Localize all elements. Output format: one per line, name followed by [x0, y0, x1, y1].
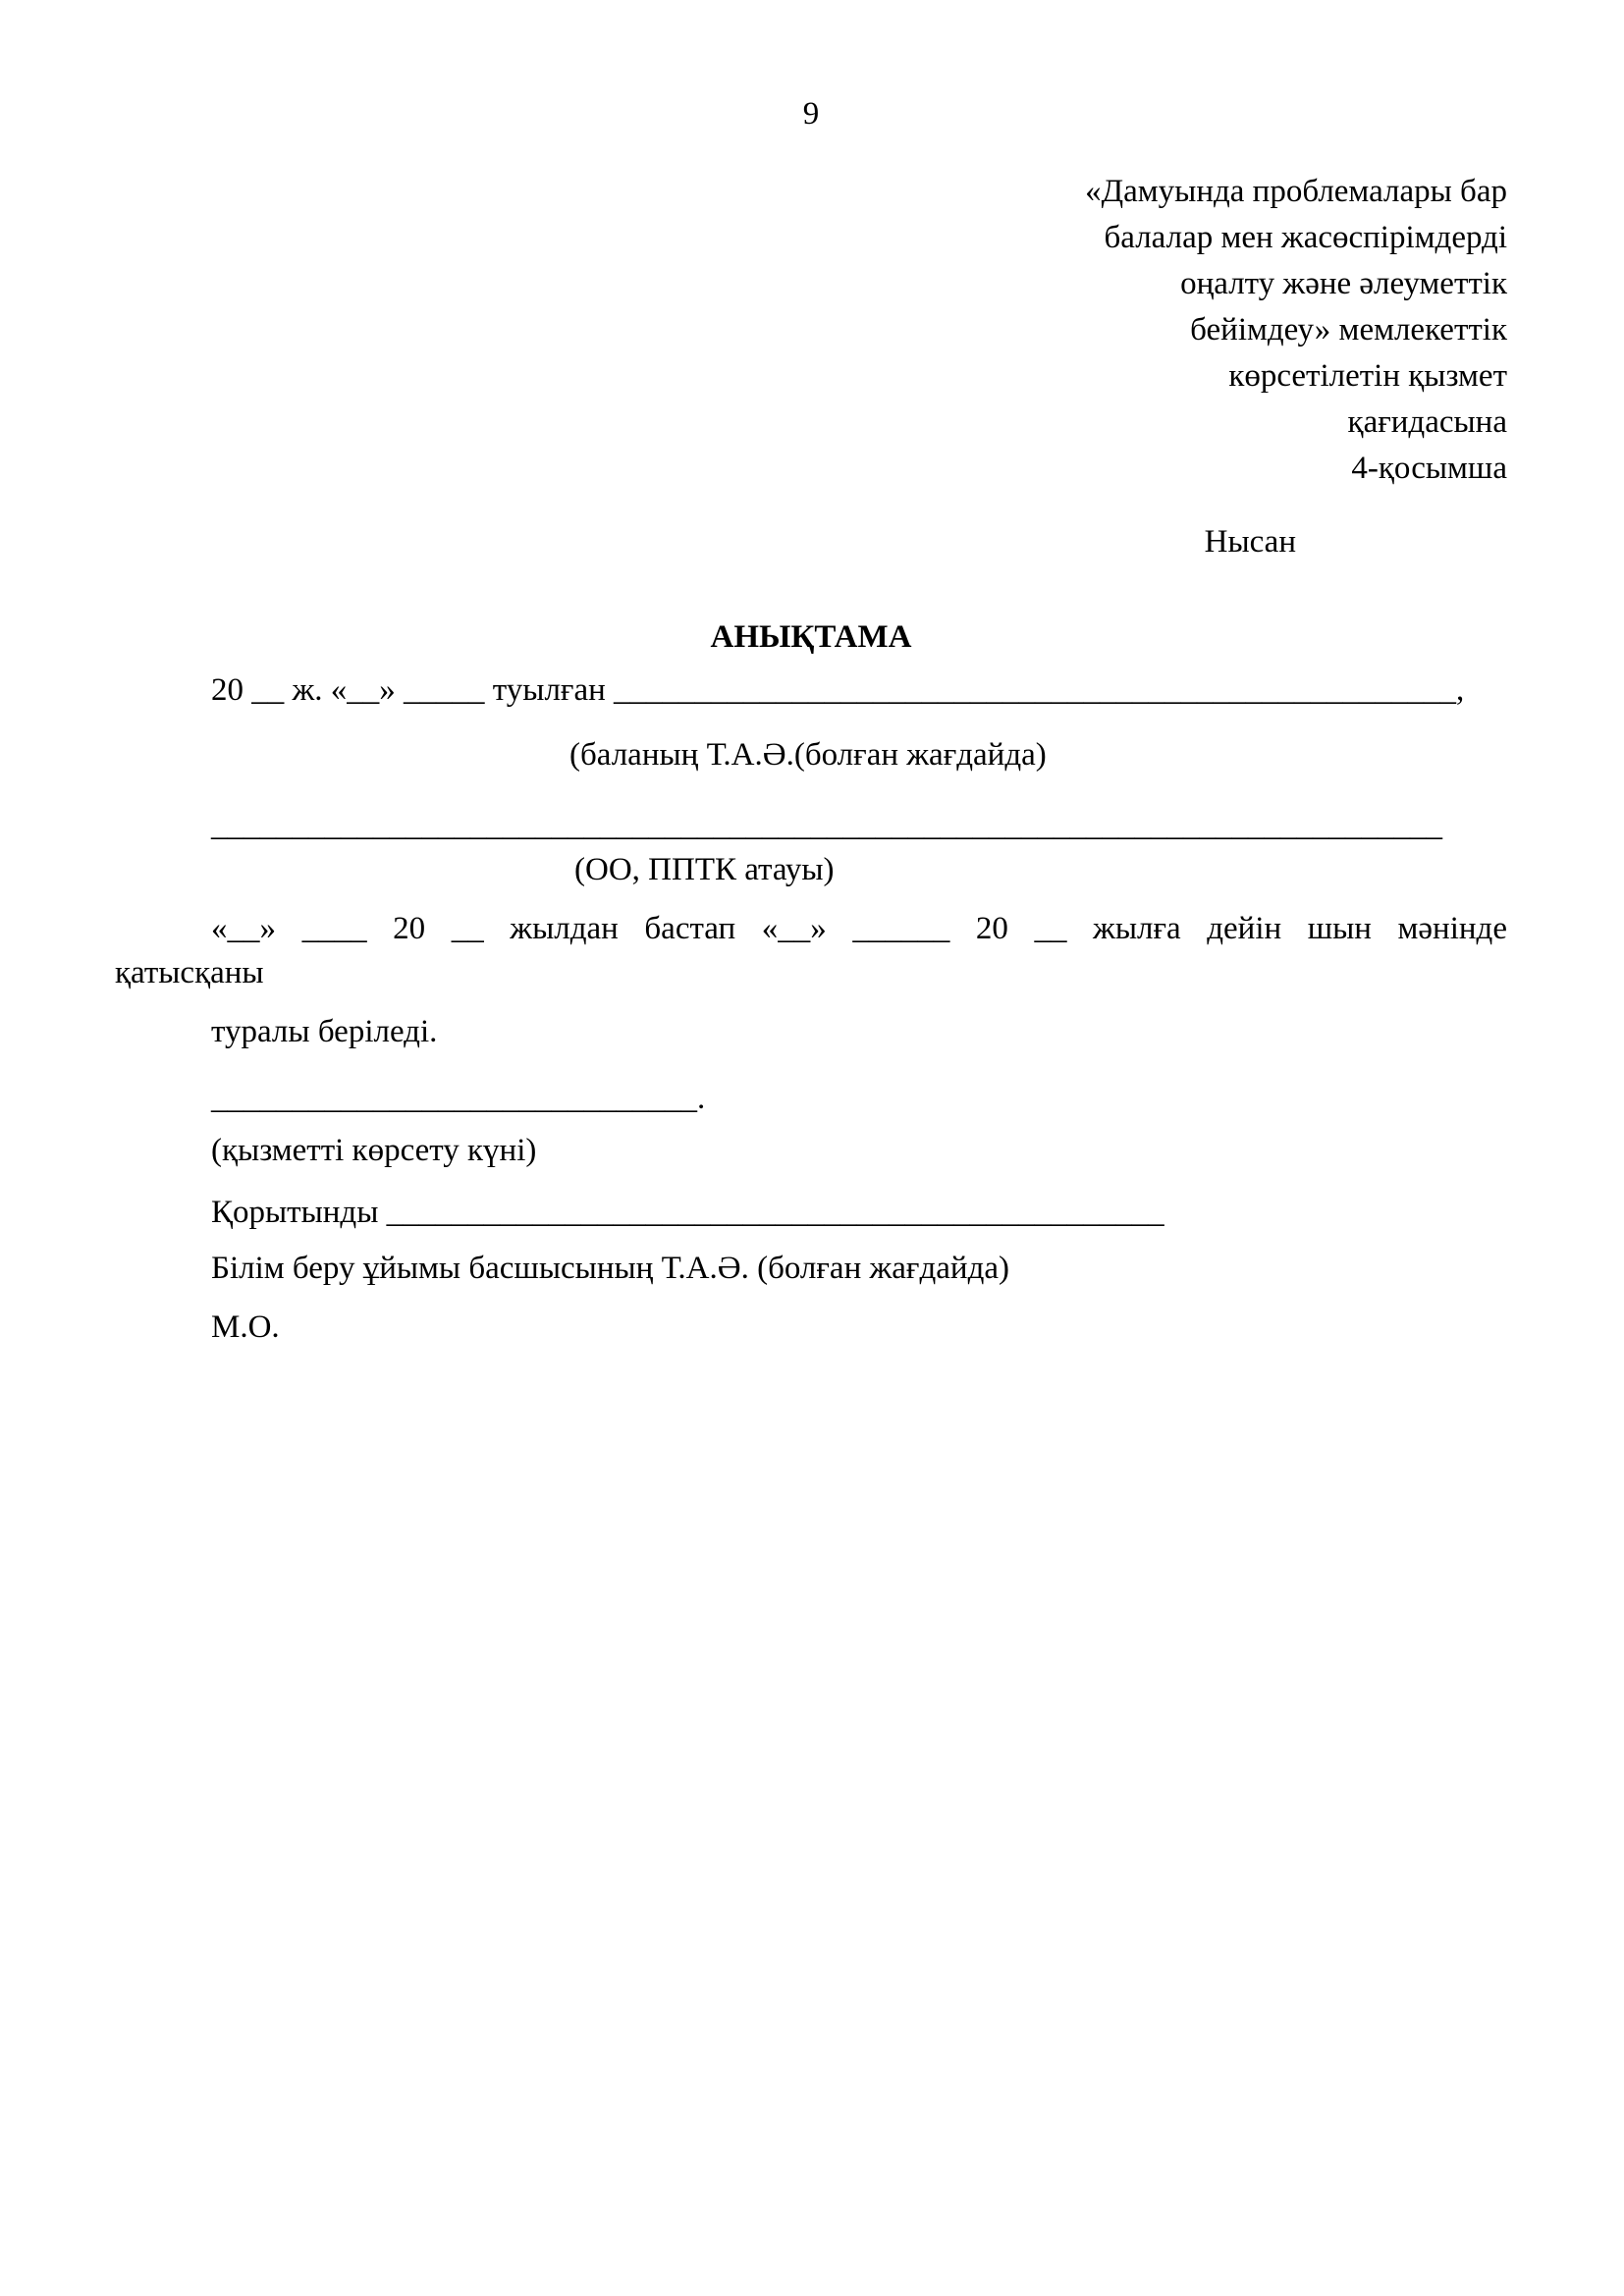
attendance-period-tail: қатысқаны — [115, 955, 264, 990]
appendix-line: бейімдеу» мемлекеттік — [1190, 312, 1507, 347]
appendix-line: көрсетілетін қызмет — [1228, 358, 1507, 394]
conclusion-fill-line: Қорытынды ________________________________________________ — [211, 1195, 1164, 1230]
appendix-line: оңалту және әлеуметтік — [1180, 266, 1507, 301]
organization-caption: (ОО, ППТК атауы) — [574, 852, 835, 887]
issued-statement-line: туралы беріледі. — [211, 1014, 438, 1049]
attendance-period-line: «__» ____ 20 __ жылдан бастап «__» ______ 20 __ жылға дейін шын мәнінде — [211, 911, 1507, 946]
document-title: АНЫҚТАМА — [710, 619, 912, 655]
page-number: 9 — [802, 96, 820, 132]
service-date-fill-line: ______________________________. — [211, 1081, 706, 1116]
form-label: Нысан — [1204, 524, 1296, 560]
organization-fill-line: ____________________________________________________________________________ — [211, 808, 1442, 843]
seal-placeholder: М.О. — [211, 1309, 280, 1345]
child-name-caption: (баланың Т.А.Ә.(болған жағдайда) — [569, 737, 1047, 773]
appendix-reference — [115, 169, 1507, 492]
appendix-line: 4-қосымша — [1351, 451, 1507, 486]
birth-date-fill-line: 20 __ ж. «__» _____ туылған ____________________________________________________, — [211, 672, 1465, 708]
appendix-line: «Дамуында проблемалары бар — [1085, 174, 1507, 209]
appendix-line: қағидасына — [1347, 404, 1507, 440]
head-signature-line: Білім беру ұйымы басшысының Т.А.Ә. (болған жағдайда) — [211, 1251, 1009, 1286]
appendix-line: балалар мен жасөспірімдерді — [1104, 220, 1507, 255]
service-date-caption: (қызметті көрсету күні) — [211, 1133, 537, 1168]
